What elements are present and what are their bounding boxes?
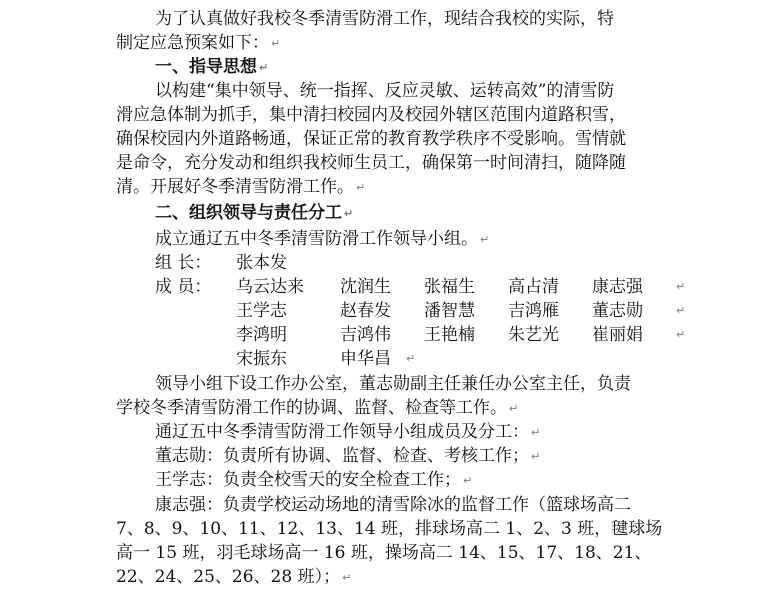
section1-line-4: 是命令，充分发动和组织我校师生员工，确保第一时间清扫，随降随: [116, 153, 626, 173]
members-label: 成 员：: [155, 277, 212, 297]
paragraph-mark-icon: ↵: [676, 304, 686, 317]
member-name: 董志勋: [592, 301, 643, 321]
paragraph-mark-icon: ↵: [531, 425, 541, 439]
duty-kang-line-2: 7、8、9、10、11、12、13、14 班，排球场高二 1、2、3 班，毽球场: [116, 519, 663, 539]
leader-label: 组 长：: [155, 253, 212, 273]
office-line-1: 领导小组下设工作办公室，董志勋副主任兼任办公室主任，负责: [155, 374, 631, 394]
paragraph-mark-icon: ↵: [463, 473, 473, 487]
duty-wang: 王学志：负责全校雪天的安全检查工作； ↵: [155, 470, 473, 490]
duty-kang-line-1: 康志强：负责学校运动场地的清雪除冰的监督工作（篮球场高二: [155, 495, 631, 515]
member-name: 高占清: [508, 277, 559, 297]
setup-line: 成立通辽五中冬季清雪防滑工作领导小组。 ↵: [155, 229, 490, 249]
paragraph-mark-icon: ↵: [480, 232, 490, 246]
paragraph-mark-icon: ↵: [676, 328, 686, 341]
section-heading-organization: 二、组织领导与责任分工 ↵: [155, 203, 354, 223]
intro-line-1: 为了认真做好我校冬季清雪防滑工作，现结合我校的实际，特: [155, 9, 614, 29]
section1-line-3: 确保校园内外道路畅通，保证正常的教育教学秩序不受影响。雪情就: [116, 129, 626, 149]
duties-title: 通辽五中冬季清雪防滑工作领导小组成员及分工： ↵: [155, 422, 541, 442]
member-name: 沈润生: [340, 277, 391, 297]
section-heading-guiding-thought: 一、指导思想 ↵: [155, 57, 269, 77]
section1-line-1: 以构建“集中领导、统一指挥、反应灵敏、运转高效”的清雪防: [155, 81, 615, 101]
member-name: 吉鸿伟: [340, 325, 391, 345]
member-name: 赵春发: [340, 301, 391, 321]
duty-dong: 董志勋：负责所有协调、监督、检查、考核工作； ↵: [155, 446, 541, 466]
section1-line-2: 滑应急体制为抓手，集中清扫校园内及校园外辖区范围内道路积雪，: [116, 105, 626, 125]
member-name: 朱艺光: [508, 325, 559, 345]
leader-name: 张本发: [236, 253, 287, 273]
member-name: 李鸿明: [236, 325, 287, 345]
section1-line-5: 清。开展好冬季清雪防滑工作。 ↵: [116, 177, 366, 197]
paragraph-mark-icon: ↵: [356, 180, 366, 194]
member-name: 潘智慧: [424, 301, 475, 321]
office-line-2: 学校冬季清雪防滑工作的协调、监督、检查等工作。 ↵: [116, 398, 519, 418]
paragraph-mark-icon: ↵: [342, 570, 352, 584]
member-name: 吉鸿雁: [508, 301, 559, 321]
member-name: 王艳楠: [424, 325, 475, 345]
paragraph-mark-icon: ↵: [271, 36, 281, 50]
duty-kang-line-3: 高一 15 班，羽毛球场高一 16 班，操场高二 14、15、17、18、21、: [116, 543, 652, 563]
paragraph-mark-icon: ↵: [676, 280, 686, 293]
duty-kang-line-4: 22、24、25、26、28 班）； ↵: [116, 567, 352, 587]
member-name: 宋振东: [236, 349, 287, 369]
member-name: 张福生: [424, 277, 475, 297]
member-name: 申华昌: [340, 349, 391, 369]
member-name: 崔丽娟: [592, 325, 643, 345]
member-name: 王学志: [236, 301, 287, 321]
intro-line-2: 制定应急预案如下： ↵: [116, 33, 281, 53]
paragraph-mark-icon: ↵: [509, 401, 519, 415]
member-name: 乌云达来: [236, 277, 304, 297]
paragraph-mark-icon: ↵: [344, 206, 354, 220]
paragraph-mark-icon: ↵: [531, 449, 541, 463]
member-name: 康志强: [592, 277, 643, 297]
paragraph-mark-icon: ↵: [406, 352, 416, 365]
paragraph-mark-icon: ↵: [259, 60, 269, 74]
